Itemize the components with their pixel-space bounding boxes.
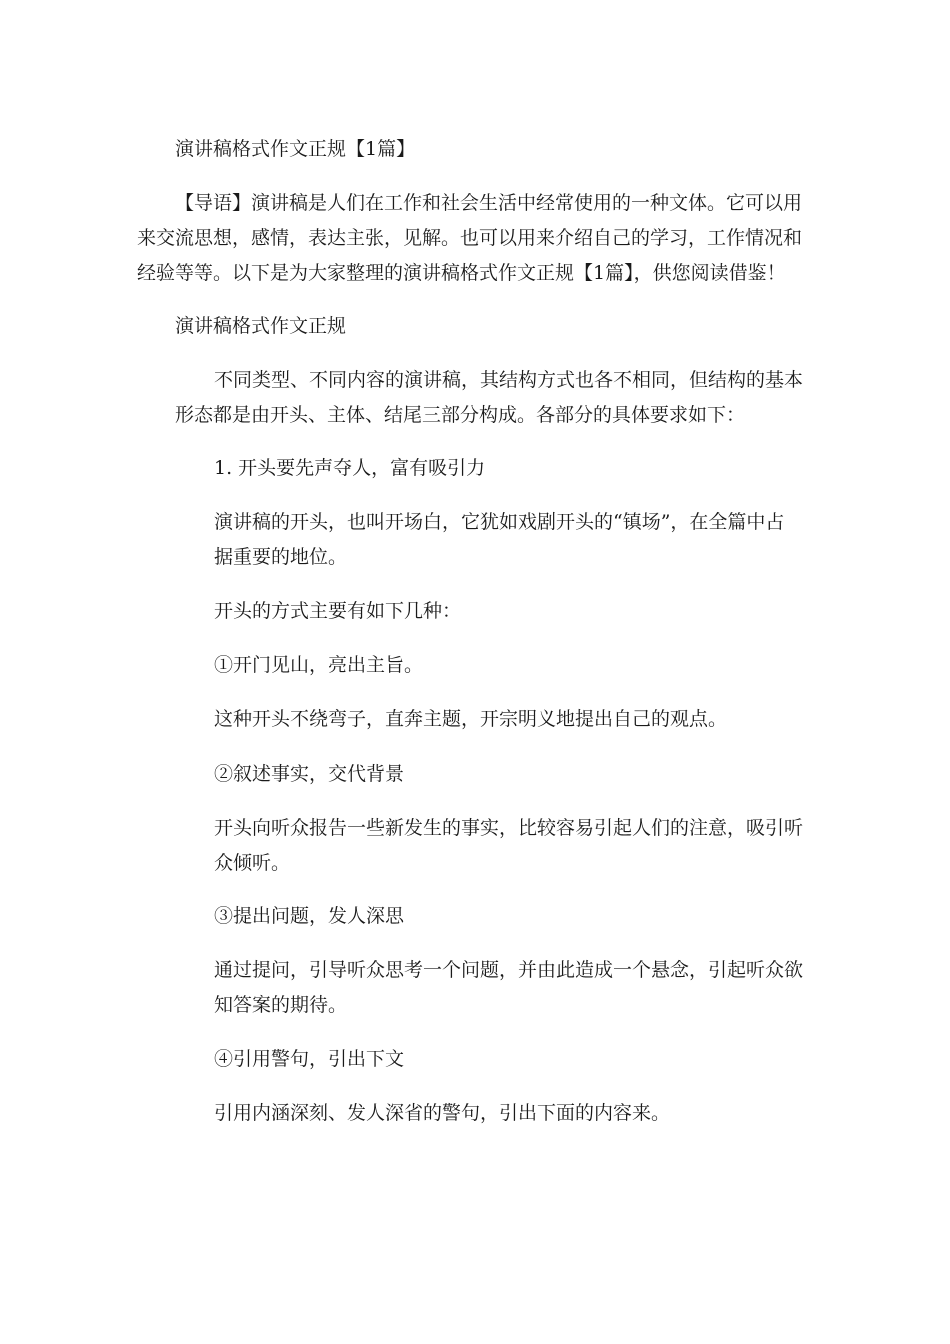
intro-line-1: 【导语】演讲稿是人们在工作和社会生活中经常使用的一种文体。它可以用 (175, 192, 803, 214)
method3-title: ③提出问题，发人深思 (214, 905, 405, 927)
method1-text: 这种开头不绕弯子，直奔主题，开宗明义地提出自己的观点。 (214, 708, 728, 730)
intro-line-3: 经验等等。以下是为大家整理的演讲稿格式作文正规【1篇】，供您阅读借鉴！ (137, 262, 786, 284)
para1-line-1: 不同类型、不同内容的演讲稿，其结构方式也各不相同，但结构的基本 (214, 369, 804, 391)
section-title: 演讲稿格式作文正规 (175, 315, 347, 337)
method2-title: ②叙述事实，交代背景 (214, 763, 405, 785)
methods-intro: 开头的方式主要有如下几种： (214, 600, 462, 622)
method3-text-line-1: 通过提问，引导听众思考一个问题，并由此造成一个悬念，引起听众欲 (214, 959, 804, 981)
method4-title: ④引用警句，引出下文 (214, 1048, 405, 1070)
method4-text: 引用内涵深刻、发人深省的警句，引出下面的内容来。 (214, 1102, 671, 1124)
method3-text-line-2: 知答案的期待。 (214, 994, 348, 1016)
para1-line-2: 形态都是由开头、主体、结尾三部分构成。各部分的具体要求如下： (175, 404, 746, 426)
method1-title: ①开门见山，亮出主旨。 (214, 654, 424, 676)
heading-opening: 1. 开头要先声夺人，富有吸引力 (214, 457, 486, 479)
method2-text-line-1: 开头向听众报告一些新发生的事实，比较容易引起人们的注意，吸引听 (214, 817, 804, 839)
intro-line-2: 来交流思想，感情，表达主张，见解。也可以用来介绍自己的学习，工作情况和 (137, 227, 803, 249)
document-title: 演讲稿格式作文正规【1篇】 (175, 138, 416, 160)
method2-text-line-2: 众倾听。 (214, 852, 291, 874)
para2-line-2: 据重要的地位。 (214, 546, 348, 568)
para2-line-1: 演讲稿的开头，也叫开场白，它犹如戏剧开头的“镇场”，在全篇中占 (214, 511, 785, 533)
